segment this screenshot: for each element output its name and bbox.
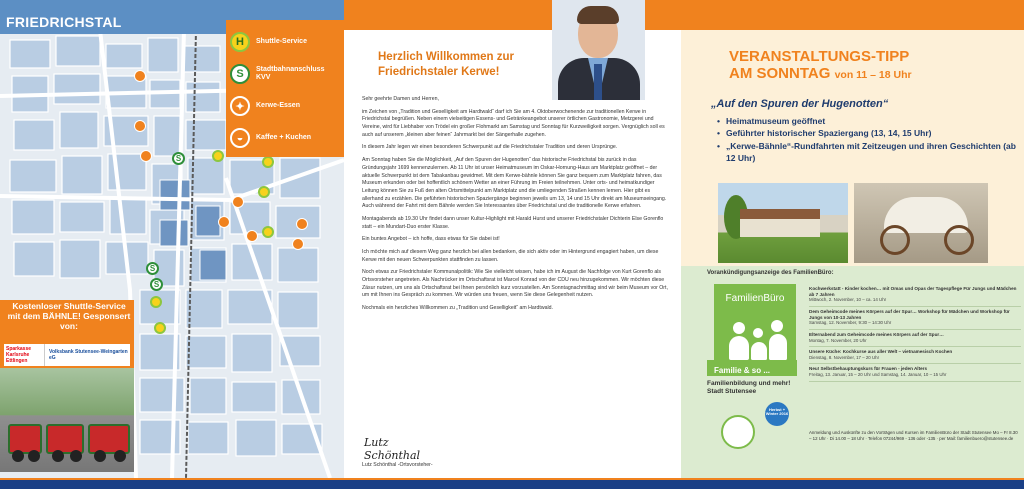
event-tip-heading xyxy=(729,48,1019,83)
museum-photo xyxy=(718,183,848,263)
event-title: Dem Geheimcode meines Körpers auf der Spur… Workshop für Mädchen und Workshop für Jungs von 10-13 Jahren xyxy=(809,308,1010,320)
familienbuero-heading: Vorankündigungsanzeige des FamilienBüro: xyxy=(707,270,834,276)
shuttle-stop-icon xyxy=(262,156,274,168)
letter-paragraph: Sehr geehrte Damen und Herren, xyxy=(362,96,439,102)
event-date: Montag, 7. November, 20 Uhr xyxy=(809,337,867,343)
coffee-cake-icon xyxy=(292,238,304,250)
letter-paragraph: Nochmals ein herzliches Willkommen zu „Tradition und Geselligkeit“ am Hardtwald. xyxy=(362,305,553,312)
event-photos xyxy=(718,183,988,263)
wagon-photo xyxy=(854,183,988,263)
legend-item-sbahn xyxy=(230,58,340,90)
event-title: Elternabend zum Geheimcode meines Körpers auf der Spur… xyxy=(809,331,944,337)
footer-bar xyxy=(0,478,1024,489)
cutlery-icon xyxy=(218,216,230,228)
map-title: FRIEDRICHSTAL xyxy=(6,14,122,30)
event-tip-time: von 11 – 18 Uhr xyxy=(834,69,912,82)
cutlery-icon xyxy=(134,70,146,82)
shuttle-stop-icon xyxy=(150,296,162,308)
shuttle-stop-icon xyxy=(212,150,224,162)
certification-seal-icon xyxy=(721,415,755,449)
letter-paragraph: Am Sonntag haben Sie die Möglichkeit, „Auf den Spuren der Hugenotten“ das historische Friedrichstal bis zurück in das Gründungsjahr 1699 kennenzulernen. Ab 11 Uhr ist unser Heimatmuseum im Oskar-Hornung-Haus am Marktplatz geöffnet – der aktuelle Schwerpunkt ist dem Tabakanbau gewidmet. Mit dem Kerwe-bähnle können Sie ganz bequem zum Marktplatz fahren, das Museum erkunden oder bei hoffentlich schönem Wetter an einer Führung im Freien teilnehmen. Unter orts- und heimatkundiger Leitung können Sie zu Fuß den alten Ortsmittelpunkt am Marktplatz und die umliegenden Straßen kennen lernen. Hier gibt es allerhand zu erzählen. Die geführten historischen Spaziergänge beginnen jeweils um 13, 14 und 15 Uhr direkt am Museumseingang. Auch während der Fahrt mit dem Bähnle werden Sie Interessantes über Friedrichstal und die traditionelle Kerwe erfahren. xyxy=(362,157,667,210)
legend-label: Stadtbahnanschluss KVV xyxy=(256,66,325,81)
familienbuero-logo-title: FamilienBüro xyxy=(725,293,785,304)
list-item xyxy=(809,330,1021,347)
letter-paragraph: im Zeichen von „Tradition und Geselligkeit am Hardtwald“ darf ich Sie am 4. Oktoberwochenende zur traditionellen Kerwe in Friedrichstal begrüßen. Neben einem vielseitigen Essens- und Getränkeangebot unserer örtlichen Gastronomie, Metzgerei und Vereine, wird für Liebhaber von Trödel ein großer Flohmarkt am Samstag und Sonntag für Kurzweiligkeit sorgen. Vergnüglich soll es auch auf unserem „kleinen aber feinen“ Jahrmarkt bei der Sängerhalle zugehen. xyxy=(362,108,665,138)
cutlery-icon xyxy=(296,218,308,230)
familienbuero-contact: Anmeldung und Auskünfte zu den Vorträgen und Kursen im FamilienBüro der Stadt Stutensee Mo – Fr 8.30 – 12 Uhr · Di 14.00 – 18 Uhr · Telefon 07244/969 - 136 oder -135 · per Mail: familienbuero@stutensee.de xyxy=(809,430,1018,441)
event-header-bar xyxy=(681,0,1024,30)
cutlery-icon: ✦ xyxy=(230,96,250,116)
event-list-item: • „Kerwe-Bähnle“-Rundfahrten mit Zeitzeugen und ihren Geschichten (ab 12 Uhr) xyxy=(717,140,1017,165)
legend-label: Kerwe-Essen xyxy=(256,102,300,110)
legend-label: Kaffee + Kuchen xyxy=(256,134,312,142)
cutlery-icon xyxy=(140,150,152,162)
event-tip-line1: VERANSTALTUNGS-TIPP xyxy=(729,48,910,65)
shuttle-sponsor-text: Kostenloser Shuttle-Service mit dem BÄHNLE! Gesponsert von: xyxy=(7,301,131,331)
cutlery-icon xyxy=(246,230,258,242)
shuttle-stop-icon xyxy=(154,322,166,334)
event-list xyxy=(717,115,1017,164)
kerwe-train-photo xyxy=(0,368,134,472)
cutlery-icon xyxy=(232,196,244,208)
familienbuero-tag: Familie & so ... xyxy=(714,366,771,375)
event-date: Dienstag, 8. November, 17 – 20 Uhr xyxy=(809,354,880,360)
list-item xyxy=(809,284,1021,307)
letter-paragraph: Noch etwas zur Friedrichstaler Kommunalpolitik: Wie Sie vielleicht wissen, habe ich im August die Nachfolge von Kurt Gorenflo als Ortsvorsteher angetreten. Als Nachrücker im Ortschaftsrat ist Marcel Konrad von der CDU neu hinzugekommen. Wir möchten diese Zäsur nutzen, um uns als Ortschaftsrat bei Ihnen persönlich kurz vorzustellen. Am Sonntagnachmittag sind wir beim Museum vor Ort, um mit Ihnen ins Gespräch zu kommen. Wir würden uns freuen, wenn Sie diese Gelegenheit nutzen. xyxy=(362,269,668,299)
familienbuero-events xyxy=(809,284,1021,382)
letter-header-bar xyxy=(344,0,554,30)
event-date: Samstag, 12. November, 9:30 – 14:30 Uhr xyxy=(809,320,892,326)
event-panel xyxy=(681,0,1024,478)
sbahn-icon: S xyxy=(172,152,185,165)
event-title: Kochwerkstatt - Kinder kochen… mit Omas und Opas der Tagespflege Für Jungs und Mädchen ab 7 Jahren xyxy=(809,286,1017,297)
event-subtitle: „Auf den Spuren der Hugenotten“ xyxy=(711,98,889,110)
familienbuero-slogan: Familienbildung und mehr! Stadt Stutensee xyxy=(707,380,791,396)
cutlery-icon xyxy=(134,120,146,132)
shuttle-stop-icon xyxy=(262,226,274,238)
legend-item-food xyxy=(230,90,340,122)
list-item xyxy=(809,347,1021,364)
sbahn-icon: S xyxy=(150,278,163,291)
sbahn-icon: S xyxy=(146,262,159,275)
handwritten-signature: Lutz Schönthal xyxy=(364,436,421,462)
letter-body xyxy=(362,96,668,318)
family-figures-icon xyxy=(729,320,789,360)
event-tip-line2-wrap xyxy=(729,65,1019,82)
welcome-letter xyxy=(344,0,681,478)
letter-heading: Herzlich Willkommen zur Friedrichstaler Kerwe! xyxy=(378,51,515,78)
portrait-photo xyxy=(552,0,645,100)
event-list-item: • Geführter historischer Spaziergang (13, 14, 15 Uhr) xyxy=(717,127,1017,139)
list-item xyxy=(809,307,1021,330)
event-list-item: • Heimatmuseum geöffnet xyxy=(717,115,1017,127)
letter-header-bar-right xyxy=(645,0,681,30)
letter-paragraph: In diesem Jahr legen wir einen besonderen Schwerpunkt auf die Friedrichstaler Tradition und deren Ursprünge. xyxy=(362,144,618,151)
letter-paragraph: Ich möchte mich auf diesem Weg ganz herzlich bei allen bedanken, die sich aktiv oder im Hintergrund engagiert haben, um diese Kerwe mit den neuen Schwerpunkten stattfinden zu lassen. xyxy=(362,249,659,263)
event-title: Neu! Selbstbehauptungskurs für Frauen - jeden Alters xyxy=(809,366,928,372)
map-legend xyxy=(226,20,344,157)
letter-paragraph: Ein buntes Angebot – ich hoffe, dass etwas für Sie dabei ist! xyxy=(362,236,500,243)
volksbank-logo: Volksbank Stutensee-Weingarten eG xyxy=(44,344,130,366)
sbahn-icon: S xyxy=(230,64,250,84)
map-panel xyxy=(0,0,344,478)
legend-item-shuttle xyxy=(230,26,340,58)
event-date: Mittwoch, 2. November, 10 – ca. 14 Uhr xyxy=(809,297,887,303)
letter-paragraph: Montagabends ab 19.30 Uhr findet dann unser Kultur-Highlight mit Harald Hurst und unserer Friedrichstaler Dichterin Else Gorenflo statt – ein Mundart-Duo erster Klasse. xyxy=(362,215,664,230)
legend-label: Shuttle-Service xyxy=(256,38,307,46)
legend-item-cake xyxy=(230,122,340,154)
list-item xyxy=(809,364,1021,381)
season-badge: Herbst + Winter 2016 xyxy=(765,402,789,426)
sparkasse-logo: Sparkasse Karlsruhe Ettlingen xyxy=(4,344,44,366)
shuttle-stop-icon: H xyxy=(230,32,250,52)
event-title: Unsere Küche: Kochkurse aus aller Welt – vietnamesisch Kochen xyxy=(809,349,953,355)
signer-name: Lutz Schönthal -Ortsvorsteher- xyxy=(362,462,433,468)
sponsor-logos xyxy=(4,344,130,366)
shuttle-stop-icon xyxy=(258,186,270,198)
coffee-cake-icon: ◒ xyxy=(230,128,250,148)
event-tip-line2: AM SONNTAG xyxy=(729,65,831,83)
event-date: Freitag, 13. Januar, 15 – 20 Uhr und Samstag, 14. Januar, 10 – 15 Uhr xyxy=(809,372,947,378)
